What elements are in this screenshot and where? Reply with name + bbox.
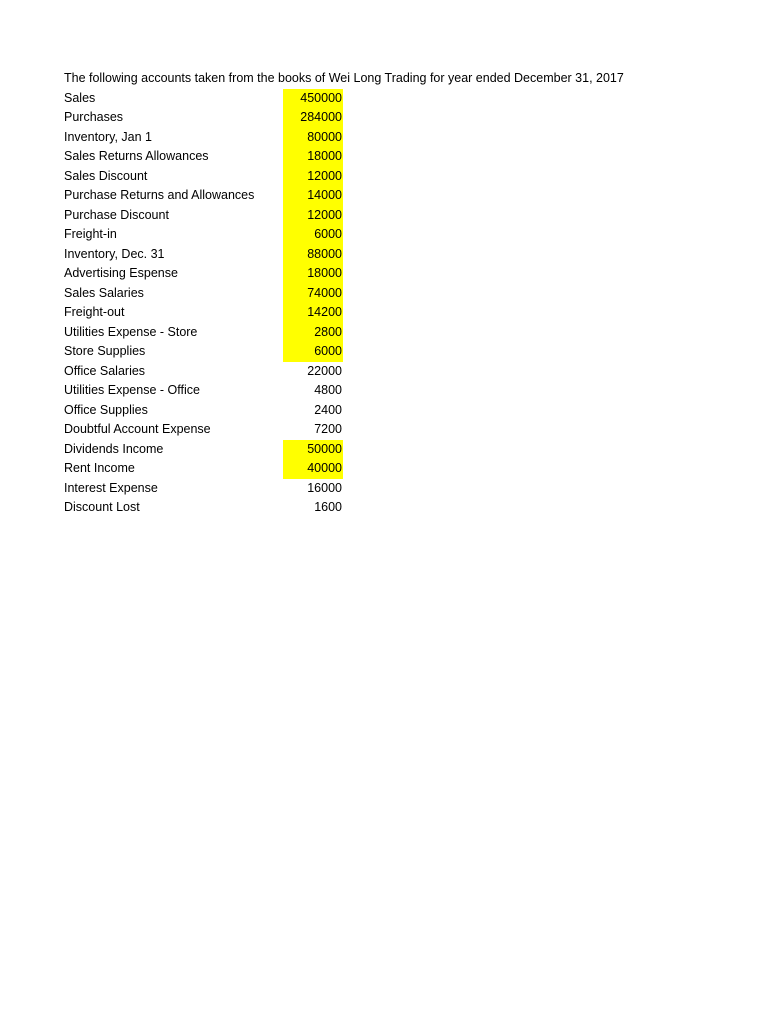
account-row	[64, 206, 704, 226]
account-label: Inventory, Jan 1	[64, 129, 153, 144]
account-amount-highlighted: 18000	[283, 264, 343, 284]
account-row	[64, 108, 704, 128]
account-row	[64, 89, 704, 109]
account-row	[64, 303, 704, 323]
account-amount-highlighted: 14000	[283, 186, 343, 206]
account-row	[64, 479, 704, 499]
account-row	[64, 225, 704, 245]
account-row	[64, 401, 704, 421]
account-label: Utilities Expense - Store	[64, 324, 198, 339]
account-row	[64, 459, 704, 479]
account-label: Dividends Income	[64, 441, 164, 456]
account-label: Purchase Discount	[64, 207, 169, 222]
account-amount-highlighted: 14200	[283, 303, 343, 323]
account-amount-highlighted: 80000	[283, 128, 343, 148]
account-label: Sales Returns Allowances	[64, 149, 209, 163]
account-amount: 2400	[314, 402, 342, 417]
account-amount: 4800	[314, 383, 342, 397]
account-amount-highlighted: 6000	[283, 342, 343, 362]
account-row	[64, 167, 704, 187]
account-row	[64, 264, 704, 284]
account-row	[64, 498, 704, 518]
account-label: Sales	[64, 90, 96, 105]
account-amount-highlighted: 40000	[283, 459, 343, 479]
account-amount-highlighted: 88000	[283, 245, 343, 265]
account-row	[64, 381, 704, 401]
account-amount: 16000	[307, 480, 342, 495]
account-row	[64, 323, 704, 343]
account-label: Sales Discount	[64, 168, 148, 183]
account-amount-highlighted: 450000	[283, 89, 343, 109]
account-row	[64, 186, 704, 206]
account-label: Advertising Espense	[64, 266, 178, 280]
account-row	[64, 420, 704, 440]
account-label: Discount Lost	[64, 500, 140, 514]
account-amount-highlighted: 50000	[283, 440, 343, 460]
account-amount: 1600	[314, 500, 342, 514]
account-label: Freight-out	[64, 305, 125, 319]
account-amount-highlighted: 284000	[283, 108, 343, 128]
account-amount-highlighted: 74000	[283, 284, 343, 304]
account-amount-highlighted: 12000	[283, 206, 343, 226]
account-label: Inventory, Dec. 31	[64, 246, 165, 261]
account-label: Office Salaries	[64, 363, 146, 378]
account-label: Interest Expense	[64, 480, 158, 495]
account-label: Office Supplies	[64, 402, 148, 417]
account-amount: 22000	[307, 363, 342, 378]
sheet-heading: The following accounts taken from the books of Wei Long Trading for year ended December 31, 2017	[64, 71, 624, 85]
account-amount: 7200	[314, 422, 342, 436]
account-label: Purchases	[64, 110, 124, 124]
account-amount-highlighted: 12000	[283, 167, 343, 187]
account-amount-highlighted: 2800	[283, 323, 343, 343]
account-label: Purchase Returns and Allowances	[64, 188, 255, 202]
account-label: Utilities Expense - Office	[64, 383, 200, 397]
account-row	[64, 362, 704, 382]
account-row	[64, 342, 704, 362]
account-row	[64, 147, 704, 167]
account-row	[64, 128, 704, 148]
account-amount-highlighted: 18000	[283, 147, 343, 167]
worksheet	[64, 69, 704, 518]
account-row	[64, 440, 704, 460]
account-label: Rent Income	[64, 461, 135, 475]
account-amount-highlighted: 6000	[283, 225, 343, 245]
account-row	[64, 245, 704, 265]
account-label: Doubtful Account Expense	[64, 422, 211, 436]
accounts-list	[64, 89, 704, 518]
account-label: Store Supplies	[64, 344, 146, 358]
account-row	[64, 284, 704, 304]
account-label: Freight-in	[64, 227, 117, 241]
account-label: Sales Salaries	[64, 285, 144, 300]
